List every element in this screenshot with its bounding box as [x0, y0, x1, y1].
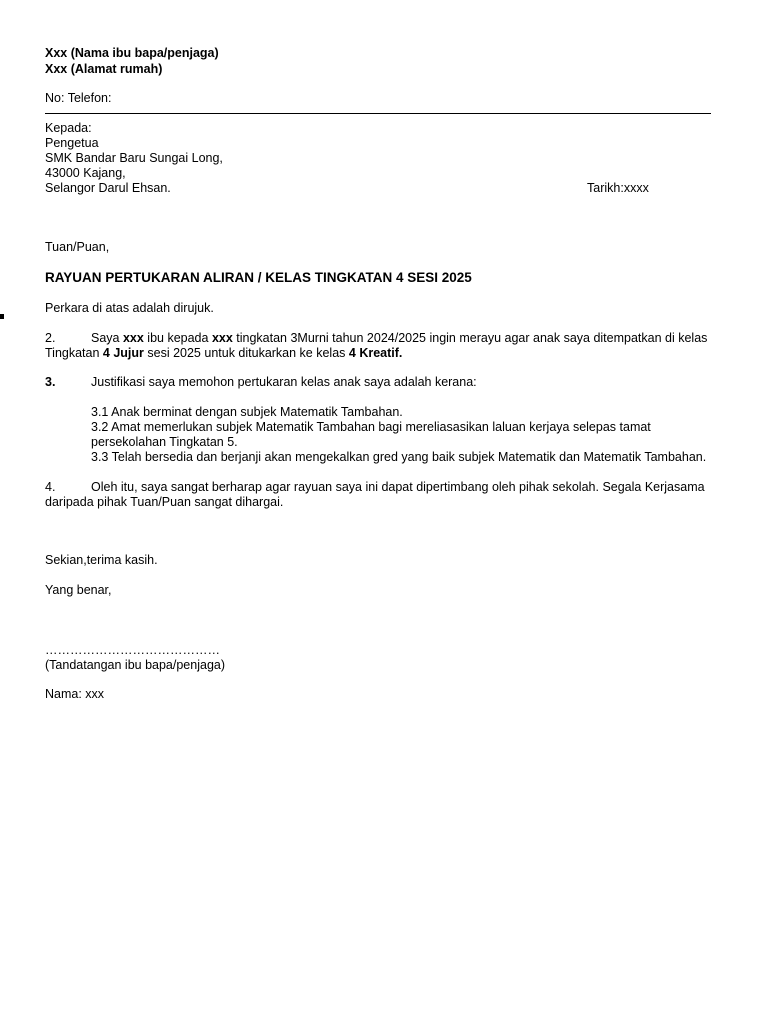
para3-text: Justifikasi saya memohon pertukaran kelas anak saya adalah kerana:	[91, 375, 477, 389]
para2-parent-name: xxx	[122, 331, 144, 345]
sender-address: Xxx (Alamat rumah)	[45, 62, 163, 76]
recipient-to-label: Kepada:	[45, 121, 92, 135]
signature-label: (Tandatangan ibu bapa/penjaga)	[45, 658, 226, 672]
para2-text4: Tingkatan	[45, 346, 103, 360]
para4-line1: Oleh itu, saya sangat berharap agar rayuan saya ini dapat dipertimbang oleh pihak sekolah. Segala Kerjasama	[91, 480, 705, 494]
letter-title: RAYUAN PERTUKARAN ALIRAN / KELAS TINGKATAN 4 SESI 2025	[45, 270, 472, 285]
sender-phone: No: Telefon:	[45, 91, 112, 105]
para3-number: 3.	[45, 375, 56, 389]
margin-mark	[0, 314, 4, 319]
intro-text: Perkara di atas adalah dirujuk.	[45, 301, 214, 315]
signer-name: Nama: xxx	[45, 687, 105, 701]
recipient-line2: SMK Bandar Baru Sungai Long,	[45, 151, 223, 165]
header-divider	[45, 113, 711, 114]
para2-text3: tingkatan 3Murni tahun 2024/2025 ingin merayu agar anak saya ditempatkan di kelas	[232, 331, 708, 345]
closing-yours: Yang benar,	[45, 583, 112, 597]
closing-thanks: Sekian,terima kasih.	[45, 553, 158, 567]
para4-line2: daripada pihak Tuan/Puan sangat dihargai.	[45, 495, 284, 509]
para2-text2: ibu kepada	[143, 331, 212, 345]
letter-date: Tarikh:xxxx	[587, 181, 649, 195]
para2-current-class: 4 Jujur	[102, 346, 144, 360]
para2-child-name: xxx	[211, 331, 233, 345]
para2-number: 2.	[45, 331, 56, 345]
sender-name: Xxx (Nama ibu bapa/penjaga)	[45, 46, 219, 60]
para2-line1	[91, 331, 707, 346]
recipient-line1: Pengetua	[45, 136, 99, 150]
recipient-line3: 43000 Kajang,	[45, 166, 126, 180]
para2-text5: sesi 2025 untuk ditukarkan ke kelas	[143, 346, 349, 360]
para2-line2	[45, 346, 402, 361]
para3-item3: 3.3 Telah bersedia dan berjanji akan mengekalkan gred yang baik subjek Matematik dan Matematik Tambahan.	[91, 450, 707, 464]
para3-item2-line1: 3.2 Amat memerlukan subjek Matematik Tambahan bagi mereliasasikan laluan kerjaya selepas tamat	[91, 420, 651, 434]
salutation: Tuan/Puan,	[45, 240, 110, 254]
para3-item2-line2: persekolahan Tingkatan 5.	[91, 435, 238, 449]
para3-item1: 3.1 Anak berminat dengan subjek Matematik Tambahan.	[91, 405, 403, 419]
para4-number: 4.	[45, 480, 56, 494]
recipient-line4: Selangor Darul Ehsan.	[45, 181, 171, 195]
para2-target-class: 4 Kreatif.	[348, 346, 403, 360]
signature-line: ……………………………………	[45, 643, 220, 657]
para2-text1: Saya	[91, 331, 123, 345]
